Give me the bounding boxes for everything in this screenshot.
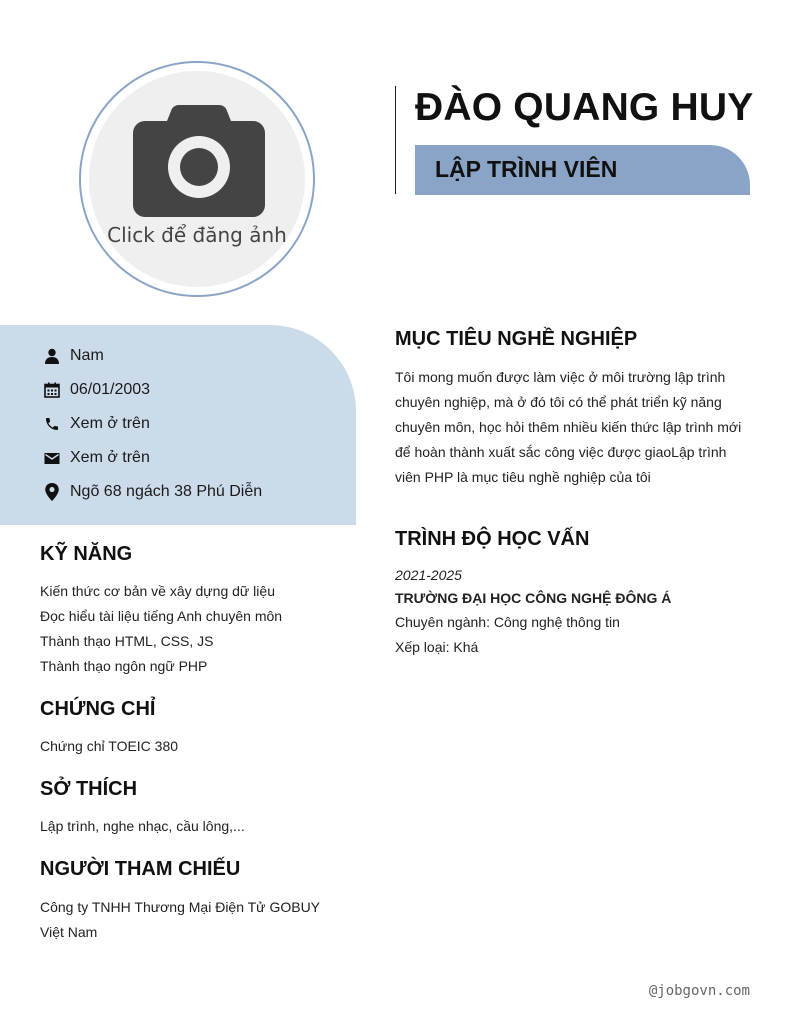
hobbies-text: Lập trình, nghe nhạc, cầu lông,... [40, 818, 245, 834]
education-major: Chuyên ngành: Công nghệ thông tin [395, 614, 620, 630]
person-icon [40, 344, 64, 368]
info-address [40, 480, 262, 504]
avatar-caption[interactable]: Click để đăng ảnh [107, 223, 287, 247]
calendar-icon [40, 378, 64, 402]
education-school: TRƯỜNG ĐẠI HỌC CÔNG NGHỆ ĐÔNG Á [395, 590, 672, 606]
info-email [40, 446, 150, 470]
info-phone [40, 412, 150, 436]
info-gender [40, 344, 104, 368]
watermark: @jobgovn.com [648, 983, 750, 999]
header-divider [395, 86, 396, 194]
skill-item: Đọc hiểu tài liệu tiếng Anh chuyên môn [40, 608, 283, 624]
skill-item: Thành thạo ngôn ngữ PHP [40, 658, 208, 674]
info-address-text: Ngõ 68 ngách 38 Phú Diễn [70, 483, 263, 500]
skills-heading: KỸ NĂNG [40, 543, 133, 565]
skill-item: Thành thạo HTML, CSS, JS [40, 633, 214, 649]
job-title: LẬP TRÌNH VIÊN [435, 156, 618, 182]
education-heading: TRÌNH ĐỘ HỌC VẤN [395, 528, 590, 550]
job-title-banner [415, 145, 750, 195]
references-text: Công ty TNHH Thương Mại Điện Tử GOBUY Việt Nam [40, 899, 320, 940]
camera-icon [133, 103, 265, 217]
full-name: ĐÀO QUANG HUY [415, 86, 754, 129]
avatar[interactable] [79, 61, 315, 297]
certificates-heading: CHỨNG CHỈ [40, 698, 156, 720]
education-grade: Xếp loại: Khá [395, 639, 479, 655]
avatar-upload-area[interactable] [89, 71, 305, 287]
info-gender-text: Nam [70, 347, 104, 364]
objective-heading: MỤC TIÊU NGHỀ NGHIỆP [395, 328, 638, 350]
info-birthday-text: 06/01/2003 [70, 381, 151, 398]
references-heading: NGƯỜI THAM CHIẾU [40, 858, 241, 880]
mail-icon [40, 446, 64, 470]
info-birthday [40, 378, 150, 402]
certificate-item: Chứng chỉ TOEIC 380 [40, 738, 179, 754]
location-icon [40, 480, 64, 504]
personal-info-panel [0, 325, 356, 525]
info-phone-text: Xem ở trên [70, 415, 150, 432]
education-period: 2021-2025 [395, 567, 462, 583]
phone-icon [40, 412, 64, 436]
skill-item: Kiến thức cơ bản về xây dựng dữ liệu [40, 583, 275, 599]
hobbies-heading: SỞ THÍCH [40, 778, 138, 800]
info-email-text: Xem ở trên [70, 449, 150, 466]
objective-text: Tôi mong muốn được làm việc ở môi trường lập trình chuyên nghiệp, mà ở đó tôi có thể phát triển kỹ năng chuyên môn, học hỏi thêm nhiều kiến thức lập trình mới để hoàn thành xuất sắc công việc được giaoLập trình viên PHP là mục tiêu nghề nghiệp của tôi [395, 369, 742, 485]
